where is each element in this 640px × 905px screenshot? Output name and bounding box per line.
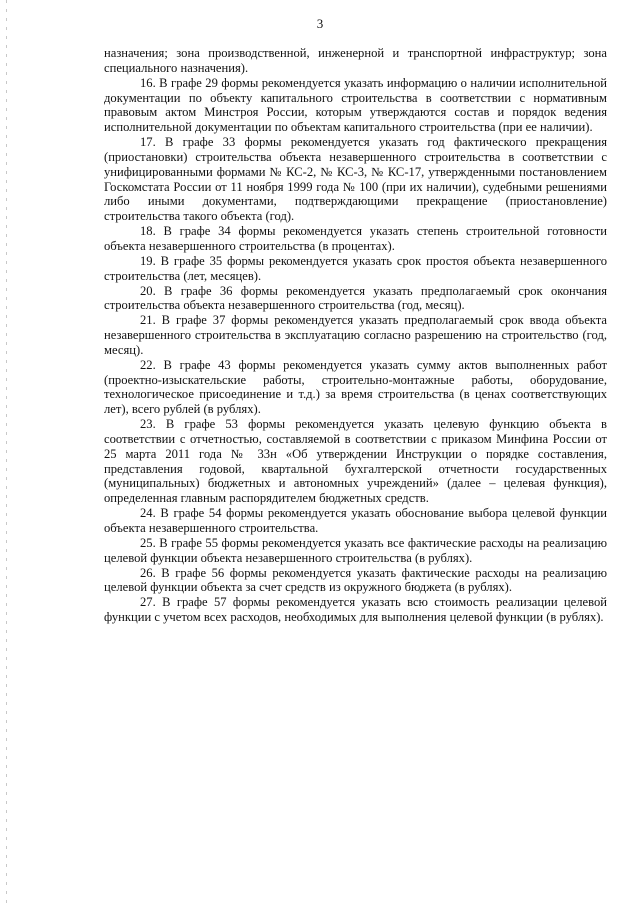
document-body <box>104 46 607 625</box>
scan-edge-artifact <box>6 0 7 905</box>
paragraph-21: 21. В графе 37 формы рекомендуется указать предполагаемый срок ввода объекта незавершенного строительства в эксплуатацию согласно разрешению на строительство (год, месяц). <box>104 313 607 357</box>
paragraph-23: 23. В графе 53 формы рекомендуется указать целевую функцию объекта в соответствии с отчетностью, составляемой в соответствии с приказом Минфина России от 25 марта 2011 года № 33н «Об утверждении Инструкции о порядке составления, представления годовой, квартальной бухгалтерской отчетности государственных (муниципальных) бюджетных и автономных учреждений» (далее – целевая функция), определенная главным распорядителем бюджетных средств. <box>104 417 607 506</box>
paragraph-continuation: назначения; зона производственной, инженерной и транспортной инфраструктур; зона специального назначения). <box>104 46 607 75</box>
paragraph-19: 19. В графе 35 формы рекомендуется указать срок простоя объекта незавершенного строительства (лет, месяцев). <box>104 253 607 283</box>
paragraph-26: 26. В графе 56 формы рекомендуется указать фактические расходы на реализацию целевой функции объекта за счет средств из окружного бюджета (в рублях). <box>104 565 607 595</box>
paragraph-20: 20. В графе 36 формы рекомендуется указать предполагаемый срок окончания строительства объекта незавершенного строительства (год, месяц). <box>104 283 607 313</box>
paragraph-18: 18. В графе 34 формы рекомендуется указать степень строительной готовности объекта незавершенного строительства (в процентах). <box>104 224 607 253</box>
paragraph-25: 25. В графе 55 формы рекомендуется указать все фактические расходы на реализацию целевой функции объекта незавершенного строительства (в рублях). <box>104 535 607 565</box>
paragraph-16: 16. В графе 29 формы рекомендуется указать информацию о наличии исполнительной документации по объекту капитального строительства в соответствии с нормативным правовым актом Минстроя России, которым утверждаются состав и порядок ведения исполнительной документации по объектам капитального строительства (при ее наличии). <box>104 75 607 135</box>
paragraph-24: 24. В графе 54 формы рекомендуется указать обоснование выбора целевой функции объекта незавершенного строительства. <box>104 506 607 535</box>
paragraph-17: 17. В графе 33 формы рекомендуется указать год фактического прекращения (приостановки) строительства объекта незавершенного строительства в соответствии с унифицированными формами № КС-2, № КС-3, № КС-17, утвержденными постановлением Госкомстата России от 11 ноября 1999 года № 100 (при их наличии), судебными решениями либо иными документами, подтверждающими прекращение (приостановление) строительства такого объекта (год). <box>104 135 607 224</box>
paragraph-27: 27. В графе 57 формы рекомендуется указать всю стоимость реализации целевой функции с учетом всех расходов, необходимых для выполнения целевой функции (в рублях). <box>104 595 607 625</box>
page-number: 3 <box>316 16 324 31</box>
paragraph-22: 22. В графе 43 формы рекомендуется указать сумму актов выполненных работ (проектно-изыскательские работы, строительно-монтажные работы, оборудование, технологическое присоединение и т.д.) за время строительства (в ценах соответствующих лет), всего рублей (в рублях). <box>104 357 607 417</box>
